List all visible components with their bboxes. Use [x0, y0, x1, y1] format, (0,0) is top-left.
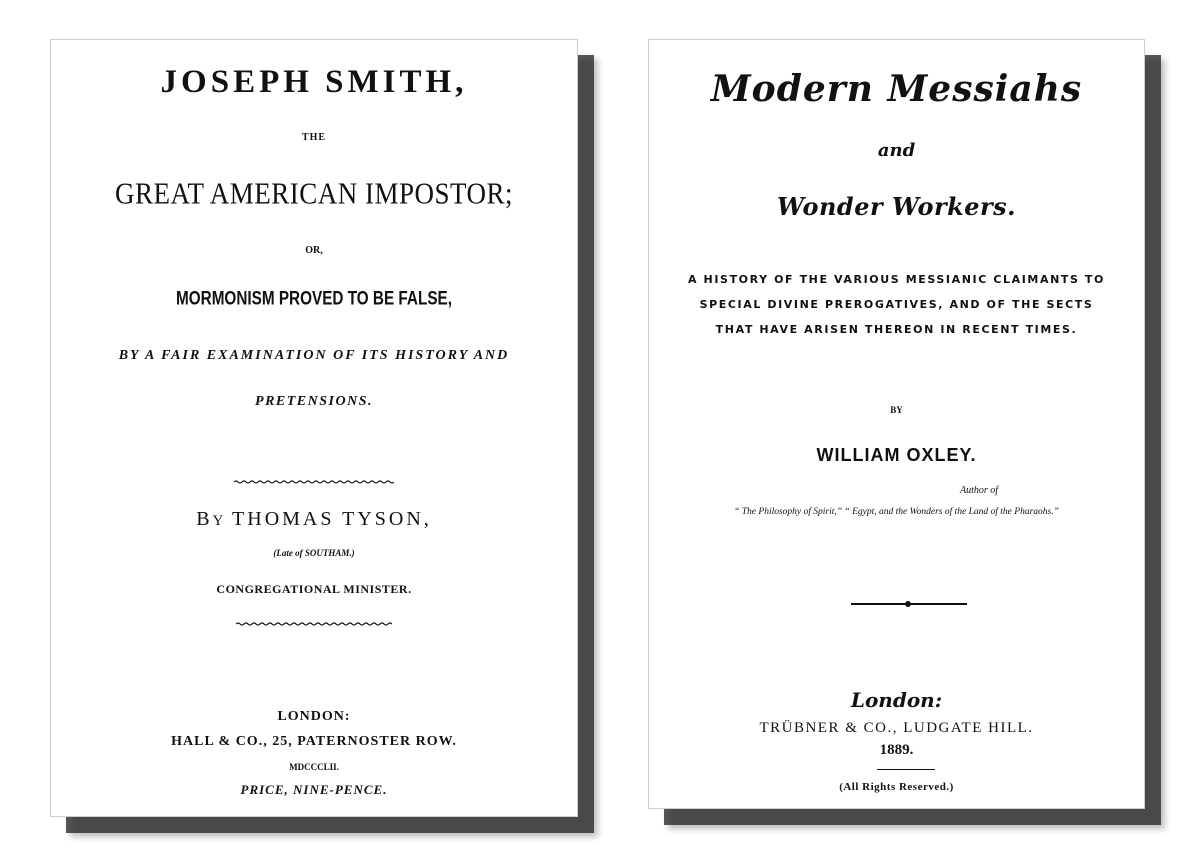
author-name: THOMAS TYSON, — [224, 508, 432, 530]
by-prefix-small: Y — [212, 513, 225, 529]
author-previous-works: “ The Philosophy of Spirit,” “ Egypt, and the Wonders of the Land of the Pharaohs.” — [734, 507, 1059, 517]
subtitle-description: BY A FAIR EXAMINATION OF ITS HISTORY AND — [118, 348, 510, 363]
subtitle-line-3: THAT HAVE ARISEN THEREON IN RECENT TIMES. — [715, 323, 1078, 336]
book-title-2: Wonder Workers. — [776, 192, 1017, 221]
rights-notice: (All Rights Reserved.) — [839, 781, 954, 793]
author-occupation: CONGREGATIONAL MINISTER. — [216, 582, 412, 596]
title-page-modern-messiahs — [648, 39, 1145, 809]
subtitle-description-2: PRETENSIONS. — [255, 394, 373, 409]
title-connector-the: THE — [301, 132, 327, 143]
publication-year: MDCCCLII. — [289, 762, 339, 772]
subtitle-line-2: SPECIAL DIVINE PREROGATIVES, AND OF THE SECTS — [699, 298, 1094, 311]
author-line — [51, 508, 577, 531]
title-page-joseph-smith — [50, 39, 578, 817]
publisher-city: LONDON: — [277, 709, 351, 724]
book-subtitle-2: MORMONISM PROVED TO BE FALSE, — [175, 287, 452, 309]
publisher-name: TRÜBNER & CO., LUDGATE HILL. — [759, 720, 1034, 736]
book-title: JOSEPH SMITH, — [160, 64, 468, 100]
by-prefix: B — [196, 508, 213, 530]
by-label: BY — [890, 405, 903, 415]
year-underline — [877, 769, 935, 770]
title-connector-and: and — [877, 140, 916, 161]
ornamental-rule-top — [234, 480, 394, 484]
publisher-name: HALL & CO., 25, PATERNOSTER ROW. — [171, 734, 457, 749]
publisher-city: London: — [850, 688, 943, 712]
book-title: Modern Messiahs — [710, 68, 1083, 110]
title-connector-or: OR, — [305, 245, 323, 256]
author-name: WILLIAM OXLEY. — [816, 445, 977, 465]
rule-ornament-dot — [905, 601, 911, 607]
publication-year: 1889. — [879, 742, 914, 758]
ornamental-rule-bottom — [236, 622, 392, 626]
author-origin: (Late of SOUTHAM.) — [273, 548, 355, 558]
book-subtitle: GREAT AMERICAN IMPOSTOR; — [114, 176, 514, 211]
subtitle-line-1: A HISTORY OF THE VARIOUS MESSIANIC CLAIMANTS TO — [688, 273, 1105, 286]
author-of-label: Author of — [959, 485, 999, 496]
book-price: PRICE, NINE-PENCE. — [240, 782, 388, 797]
